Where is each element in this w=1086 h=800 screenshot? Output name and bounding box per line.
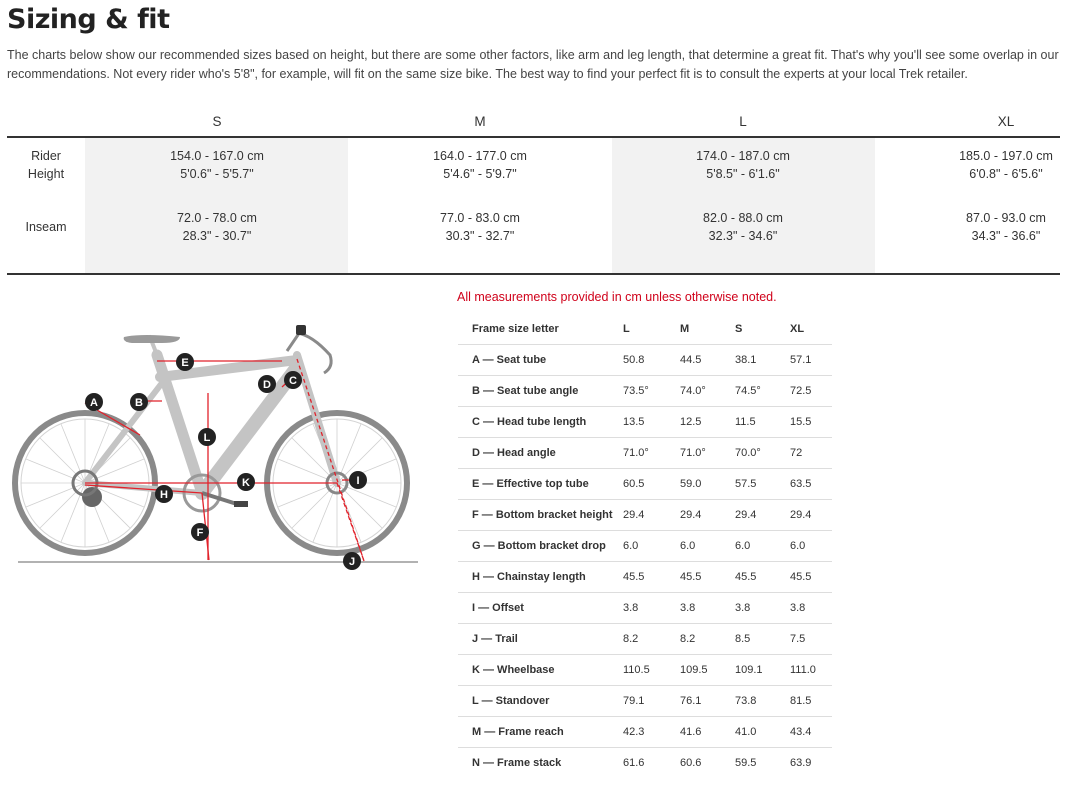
svg-text:A: A	[90, 397, 98, 409]
geometry-value: 109.5	[680, 655, 735, 686]
geometry-value: 45.5	[680, 562, 735, 593]
geometry-row-label: E — Effective top tube	[458, 469, 623, 500]
geometry-value: 63.5	[790, 469, 832, 500]
geometry-header-label: Frame size letter	[458, 314, 623, 345]
geometry-row-label: A — Seat tube	[458, 345, 623, 376]
saddle	[124, 335, 180, 343]
geometry-value: 73.5°	[623, 376, 680, 407]
marker-h	[155, 485, 173, 503]
marker-a	[85, 393, 103, 411]
inseam-xl: 87.0 - 93.0 cm 34.3" - 36.6"	[966, 211, 1046, 243]
svg-text:L: L	[203, 432, 211, 444]
geometry-header-size: XL	[790, 314, 832, 345]
size-header-l: L	[739, 114, 747, 129]
bike-geometry-diagram	[12, 315, 432, 577]
geometry-value: 74.0°	[680, 376, 735, 407]
marker-f	[191, 523, 209, 541]
geometry-value: 12.5	[680, 407, 735, 438]
geometry-value: 81.5	[790, 686, 832, 717]
table-row	[458, 500, 832, 531]
geometry-table-body	[458, 345, 832, 779]
svg-text:I: I	[356, 475, 360, 487]
svg-text:B: B	[135, 397, 143, 409]
geometry-value: 6.0	[790, 531, 832, 562]
geometry-header-size: M	[680, 314, 735, 345]
geometry-value: 71.0°	[680, 438, 735, 469]
geometry-value: 3.8	[623, 593, 680, 624]
page-title: Sizing & fit	[7, 4, 170, 35]
geometry-value: 45.5	[623, 562, 680, 593]
geometry-row-label: M — Frame reach	[458, 717, 623, 748]
table-row	[458, 748, 832, 779]
geometry-value: 13.5	[623, 407, 680, 438]
geometry-value: 7.5	[790, 624, 832, 655]
row-label-rider-height: Rider Height	[27, 149, 65, 181]
size-chart	[7, 110, 1060, 275]
table-row	[458, 624, 832, 655]
pedal	[234, 501, 248, 507]
table-row	[458, 562, 832, 593]
geometry-value: 109.1	[735, 655, 790, 686]
geometry-value: 8.5	[735, 624, 790, 655]
table-row	[458, 376, 832, 407]
marker-d	[258, 375, 276, 393]
geometry-value: 73.8	[735, 686, 790, 717]
table-row	[458, 655, 832, 686]
geometry-value: 11.5	[735, 407, 790, 438]
geometry-value: 50.8	[623, 345, 680, 376]
size-header-xl: XL	[997, 114, 1015, 129]
geometry-value: 57.5	[735, 469, 790, 500]
rider-height-m: 164.0 - 177.0 cm 5'4.6" - 5'9.7"	[433, 149, 527, 181]
geometry-row-label: B — Seat tube angle	[458, 376, 623, 407]
geometry-value: 76.1	[680, 686, 735, 717]
marker-b	[130, 393, 148, 411]
svg-text:E: E	[181, 357, 189, 369]
table-row	[458, 407, 832, 438]
size-header-s: S	[212, 114, 222, 129]
stem-clamp	[296, 325, 306, 335]
geometry-row-label: L — Standover	[458, 686, 623, 717]
geometry-value: 6.0	[680, 531, 735, 562]
geometry-value: 42.3	[623, 717, 680, 748]
geometry-row-label: J — Trail	[458, 624, 623, 655]
svg-text:C: C	[289, 375, 297, 387]
geometry-value: 29.4	[735, 500, 790, 531]
rider-height-l: 174.0 - 187.0 cm 5'8.5" - 6'1.6"	[696, 149, 790, 181]
geometry-value: 57.1	[790, 345, 832, 376]
row-label-inseam: Inseam	[25, 220, 67, 234]
geometry-value: 74.5°	[735, 376, 790, 407]
geometry-row-label: C — Head tube length	[458, 407, 623, 438]
table-row	[458, 717, 832, 748]
geometry-value: 60.6	[680, 757, 702, 769]
size-chart-body	[7, 138, 1060, 275]
marker-e	[176, 353, 194, 371]
svg-text:H: H	[160, 489, 168, 501]
intro-paragraph: The charts below show our recommended sizes based on height, but there are some other factors, like arm and leg length, that determine a great fit. That's why you'll see some overlap in our recommendations. Not every rider who's 5'8", for example, will fit on the same size bike. The best way to find your perfect fit is to consult the experts at your local Trek retailer.	[7, 48, 1059, 81]
geometry-value: 8.2	[680, 624, 735, 655]
svg-text:K: K	[242, 477, 250, 489]
geometry-value: 29.4	[680, 500, 735, 531]
rear-derailleur	[82, 487, 102, 507]
geometry-header-size: S	[735, 314, 790, 345]
geometry-value: 43.4	[790, 717, 832, 748]
geometry-value: 44.5	[680, 345, 735, 376]
geometry-value: 63.9	[790, 757, 812, 769]
marker-i	[349, 471, 367, 489]
geometry-row-label: N — Frame stack	[472, 757, 562, 769]
geometry-value: 3.8	[790, 593, 832, 624]
inseam-l: 82.0 - 88.0 cm 32.3" - 34.6"	[703, 211, 783, 243]
table-row	[458, 593, 832, 624]
geometry-value: 15.5	[790, 407, 832, 438]
geometry-value: 29.4	[623, 500, 680, 531]
geometry-row-label: H — Chainstay length	[458, 562, 623, 593]
geometry-value: 59.5	[735, 757, 757, 769]
geometry-value: 3.8	[680, 593, 735, 624]
geometry-value: 60.5	[623, 469, 680, 500]
table-row	[458, 469, 832, 500]
geometry-value: 45.5	[790, 562, 832, 593]
geometry-value: 8.2	[623, 624, 680, 655]
geometry-value: 79.1	[623, 686, 680, 717]
size-header-m: M	[474, 114, 486, 129]
table-row	[458, 531, 832, 562]
geometry-value: 6.0	[735, 531, 790, 562]
geometry-value: 110.5	[623, 655, 680, 686]
geometry-table	[458, 314, 832, 778]
geometry-value: 3.8	[735, 593, 790, 624]
measurement-units-note: All measurements provided in cm unless otherwise noted.	[457, 290, 777, 304]
geometry-value: 61.6	[623, 757, 645, 769]
geometry-value: 41.0	[735, 717, 790, 748]
geometry-value: 59.0	[680, 469, 735, 500]
geometry-row-label: K — Wheelbase	[458, 655, 623, 686]
svg-text:J: J	[348, 556, 356, 568]
inseam-s: 72.0 - 78.0 cm 28.3" - 30.7"	[177, 211, 257, 243]
geometry-value: 71.0°	[623, 438, 680, 469]
marker-j	[343, 552, 361, 570]
size-chart-header	[7, 110, 1060, 138]
geometry-row-label: D — Head angle	[458, 438, 623, 469]
geometry-value: 72.5	[790, 376, 832, 407]
marker-l	[198, 428, 216, 446]
bike-illustration	[12, 315, 432, 577]
geometry-value: 29.4	[790, 500, 832, 531]
rider-height-xl: 185.0 - 197.0 cm 6'0.8" - 6'5.6"	[959, 149, 1053, 181]
geometry-header-size: L	[623, 314, 680, 345]
marker-k	[237, 473, 255, 491]
inseam-m: 77.0 - 83.0 cm 30.3" - 32.7"	[440, 211, 520, 243]
rider-height-s: 154.0 - 167.0 cm 5'0.6" - 5'5.7"	[170, 149, 264, 181]
table-row	[458, 345, 832, 376]
table-row	[458, 686, 832, 717]
geometry-value: 111.0	[790, 655, 832, 686]
table-row	[458, 438, 832, 469]
geometry-value: 45.5	[735, 562, 790, 593]
geometry-row-label: F — Bottom bracket height	[458, 500, 623, 531]
geometry-value: 72	[790, 438, 832, 469]
geometry-value: 70.0°	[735, 438, 790, 469]
svg-text:D: D	[263, 379, 271, 391]
geometry-row-label: I — Offset	[458, 593, 623, 624]
geometry-value: 38.1	[735, 345, 790, 376]
geometry-value: 6.0	[623, 531, 680, 562]
geometry-header-row	[458, 314, 832, 345]
marker-c	[284, 371, 302, 389]
geometry-row-label: G — Bottom bracket drop	[458, 531, 623, 562]
geometry-value: 41.6	[680, 717, 735, 748]
svg-text:F: F	[196, 527, 204, 539]
